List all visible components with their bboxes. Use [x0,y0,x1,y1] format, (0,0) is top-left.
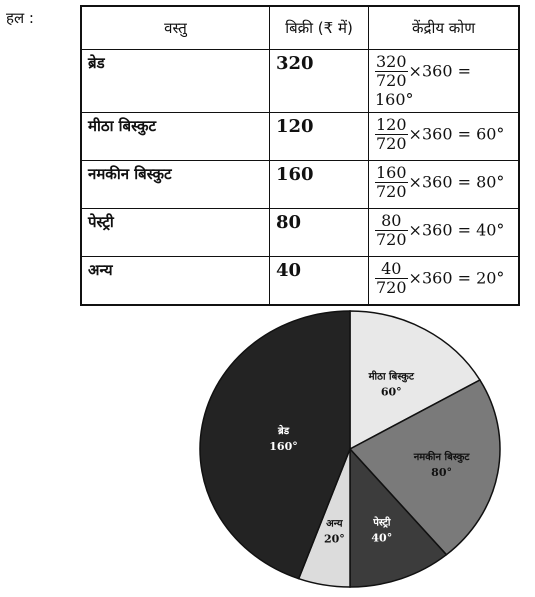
pie-slice-value: 80° [431,465,452,479]
pie-slice-value: 160° [269,440,298,454]
table-row [81,161,519,209]
header-item: वस्तु [81,6,270,50]
fraction [375,164,408,200]
item-sale: 160 [270,161,369,209]
fraction-numerator: 320 [376,52,407,71]
table-row [81,209,519,257]
table-row [81,50,519,113]
fraction-denominator: 720 [376,181,407,201]
fraction-denominator: 720 [376,277,407,297]
item-angle [369,257,520,306]
angle-expression: ×360 = 160° [375,61,471,110]
angle-expression: ×360 = 60° [408,124,505,144]
fraction-denominator: 720 [376,229,407,249]
fraction-denominator: 720 [376,70,407,90]
item-sale: 320 [270,50,369,113]
angle-expression: ×360 = 40° [408,220,505,240]
pie-slice-value: 40° [371,531,393,545]
fraction-numerator: 40 [375,260,408,279]
item-angle [369,50,520,113]
item-name: पेस्ट्री [81,209,270,257]
solution-label: हल : [6,9,34,27]
fraction [375,53,408,89]
pie-slice-value: 60° [380,385,402,399]
fraction [375,212,408,248]
pie-slice-label: ब्रेड [277,426,290,438]
item-angle [369,161,520,209]
item-name: अन्य [81,257,270,306]
angle-expression: ×360 = 20° [408,268,505,288]
fraction [375,116,408,152]
pie-slice-value: 20° [323,532,345,546]
pie-slice-label: मीठा बिस्कुट [368,371,414,383]
fraction [375,260,408,296]
pie-slice-label: पेस्ट्री [373,517,391,529]
table-row [81,257,519,306]
table-row [81,113,519,161]
item-sale: 120 [270,113,369,161]
pie-slice-label: अन्य [326,518,343,530]
header-angle: केंद्रीय कोण [369,6,520,50]
pie-chart [195,306,505,592]
header-sale: बिक्री (₹ में) [270,6,369,50]
item-sale: 80 [270,209,369,257]
item-name: नमकीन बिस्कुट [81,161,270,209]
item-name: ब्रेड [81,50,270,113]
fraction-numerator: 80 [375,212,408,231]
table-header-row [81,6,519,50]
angle-expression: ×360 = 80° [408,172,505,192]
fraction-numerator: 120 [376,115,407,135]
item-name: मीठा बिस्कुट [81,113,270,161]
item-angle [369,113,520,161]
pie-slice-label: नमकीन बिस्कुट [413,451,470,463]
item-angle [369,209,520,257]
item-sale: 40 [270,257,369,306]
fraction-denominator: 720 [376,133,407,153]
fraction-numerator: 160 [376,163,407,183]
sales-table [80,5,520,306]
